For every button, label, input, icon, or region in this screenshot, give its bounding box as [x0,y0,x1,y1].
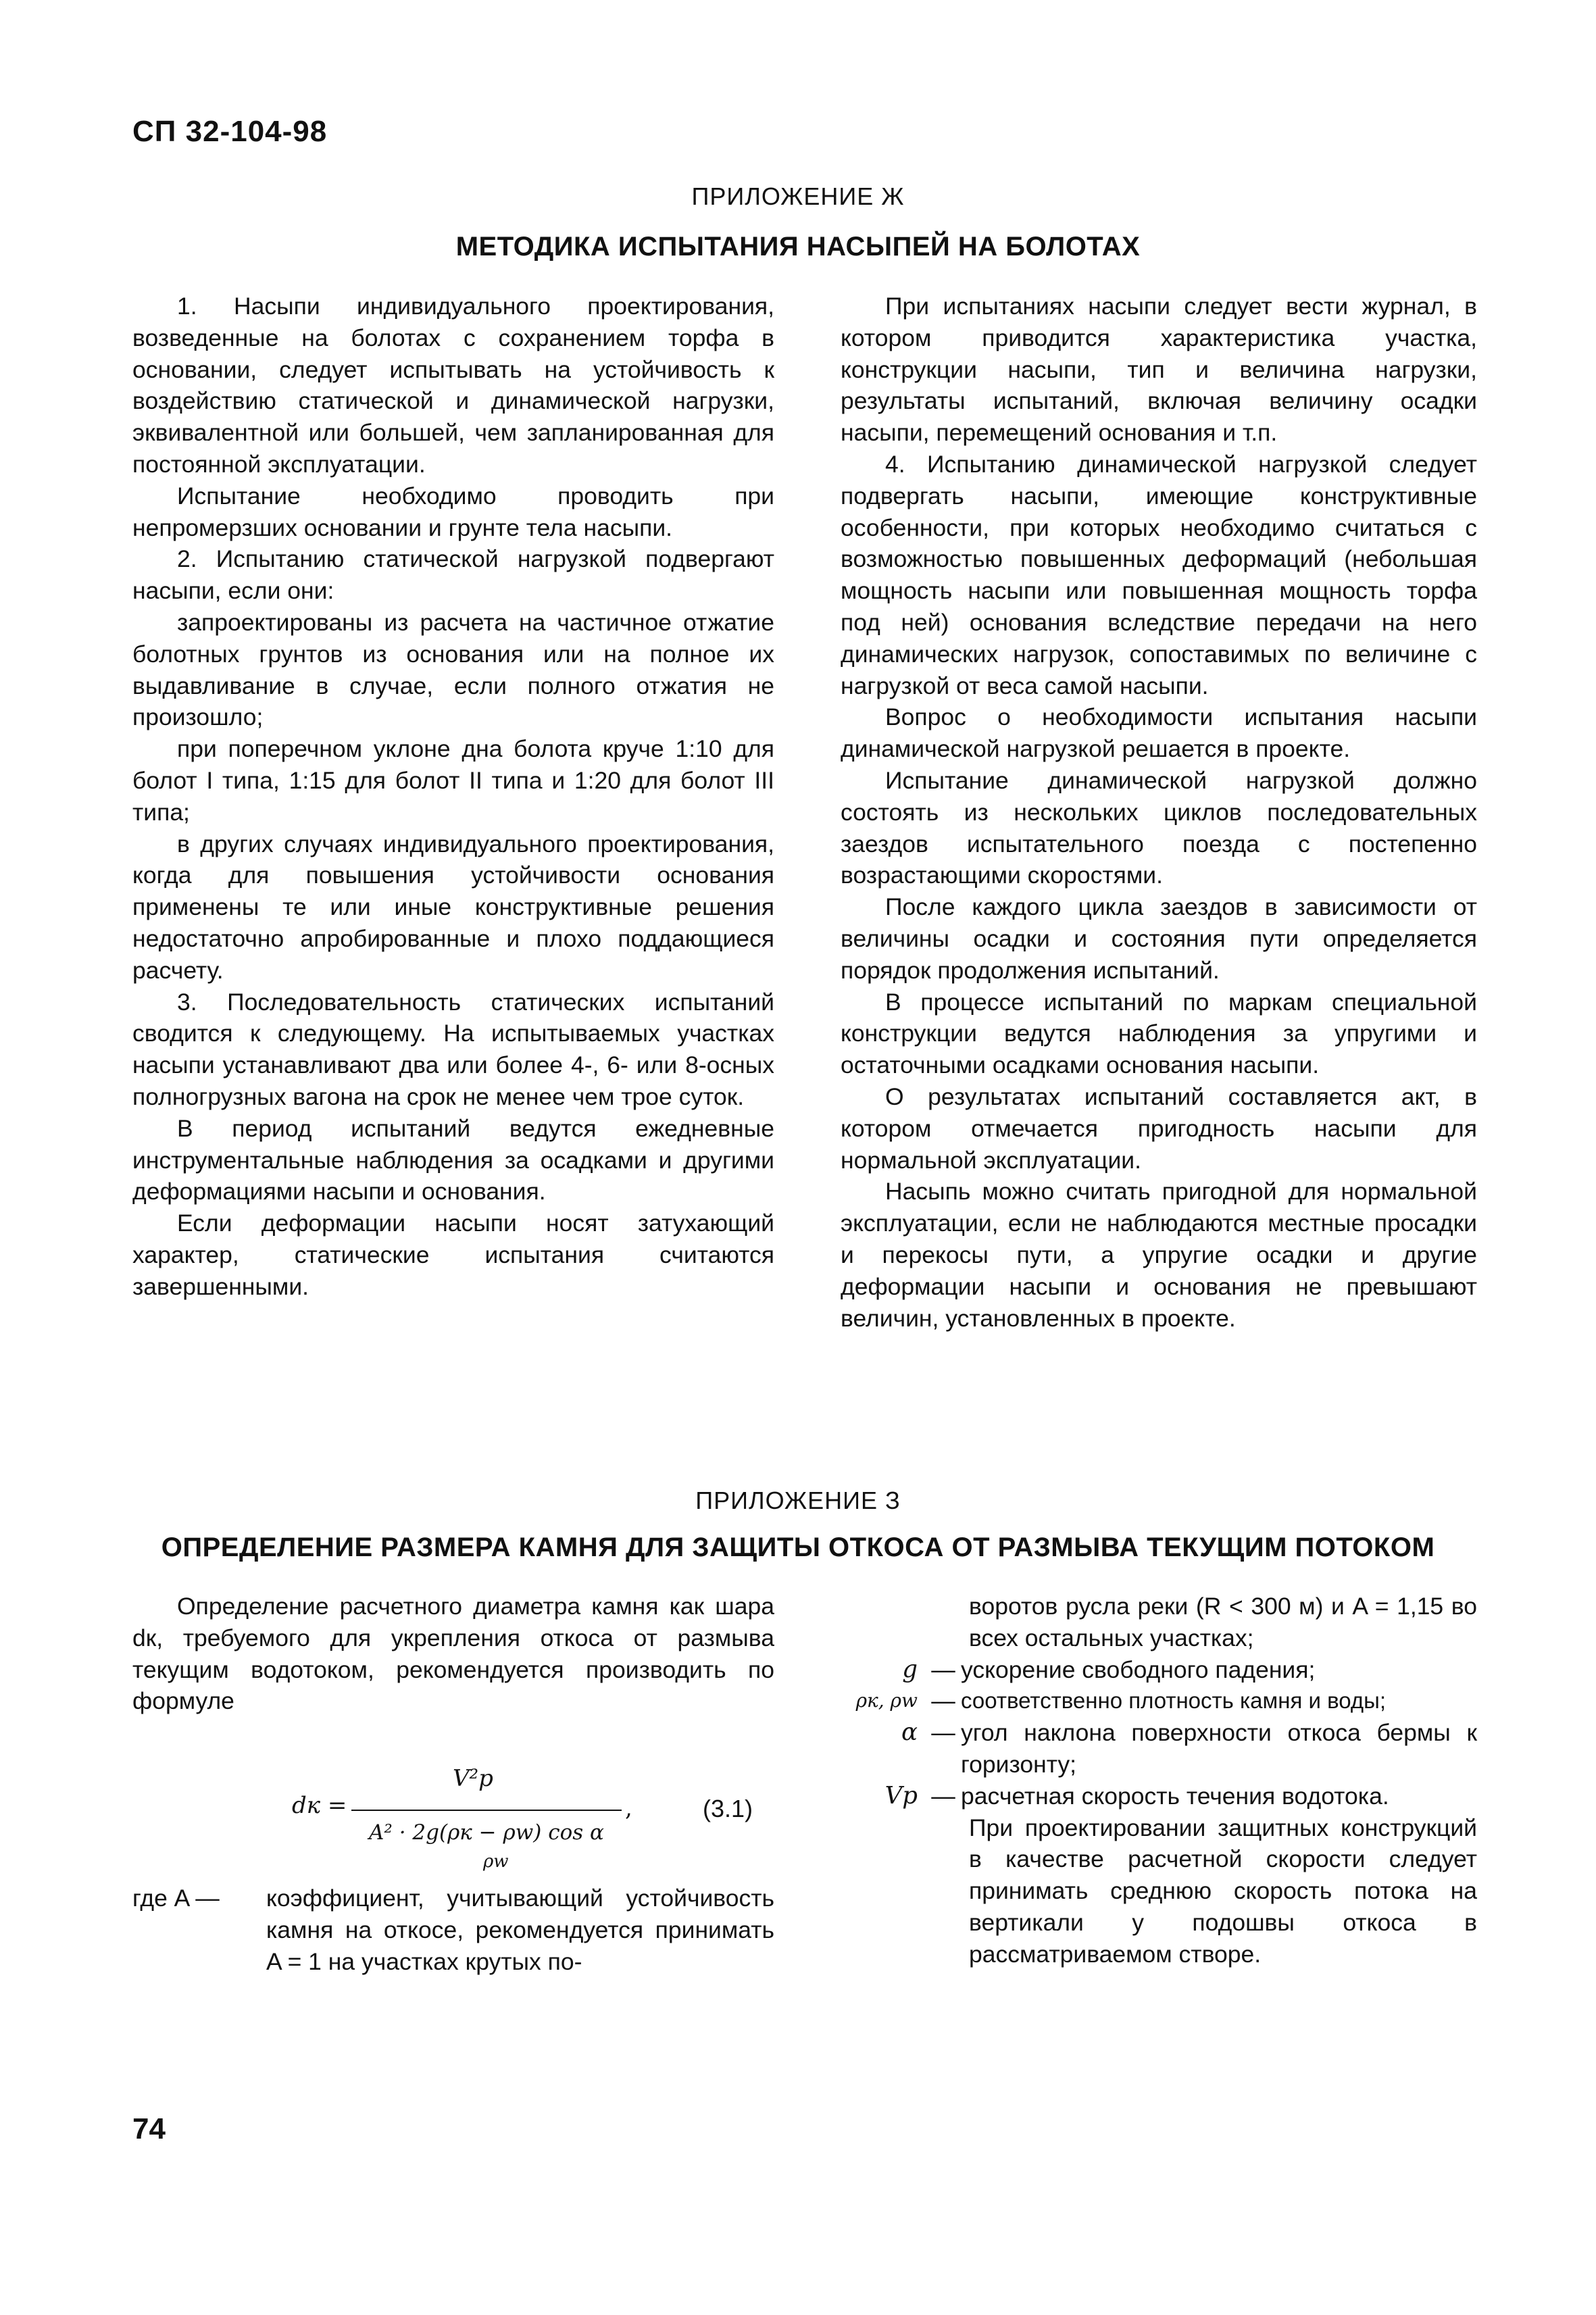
formula-denominator: A² · 2g(ρк − ρw) cos α [369,1820,604,1845]
definition-dash: — [931,1782,955,1810]
paragraph: при поперечном уклоне дна болота круче 1:10 для болот I типа, 1:15 для болот II типа и 1:20 для болот III типа; [132,735,774,826]
definition-dash: — [931,1687,955,1715]
paragraph: Испытание динамической нагрузкой должно состоять из нескольких циклов последовательных заездов испытательного поезда с постепенно возрастающими скоростями. [841,766,1477,889]
paragraph: При испытаниях насыпи следует вести журнал, в котором приводится характеристика участка, конструкции насыпи, тип и величина нагрузки, результаты испытаний, включая величину осадки насыпи, перемещений основания и т.п. [841,293,1477,447]
paragraph: Насыпь можно считать пригодной для нормальной эксплуатации, если не наблюдаются местные просадки и перекосы пути, а упругие осадки и другие деформации насыпи и основания не превышают величин, установленных в проекте. [841,1178,1477,1332]
document-code: СП 32-104-98 [132,115,328,148]
appendix-zh-label: ПРИЛОЖЕНИЕ Ж [691,182,905,210]
definition-row [851,1654,1477,1686]
definition-text: соответственно плотность камня и воды; [961,1688,1387,1714]
intro-paragraph: Определение расчетного диаметра камня как шара dк, требуемого для укрепления откоса от размыва текущим водотоком, рекомендуется производить по формуле [132,1593,774,1715]
where-continuation: воротов русла реки (R < 300 м) и A = 1,15 во всех остальных участках; [969,1593,1477,1651]
where-text: коэффициент, учитывающий устойчивость камня на откосе, рекомендуется принимать A = 1 на участках крутых по- [266,1885,774,1975]
definition-dash: — [931,1719,955,1747]
where-lead: где A — [132,1885,220,1912]
definition-symbol: Vp [884,1781,918,1810]
paragraph: В процессе испытаний по маркам специальной конструкции ведутся наблюдения за упругими и остаточными осадками основания насыпи. [841,988,1477,1079]
definition-symbol: α [901,1718,918,1747]
definition-row [851,1685,1477,1717]
paragraph: О результатах испытаний составляется акт, в котором отмечается пригодность насыпи для нормальной эксплуатации. [841,1082,1477,1174]
paragraph: Если деформации насыпи носят затухающий характер, статические испытания считаются завершенными. [132,1210,774,1300]
definition-symbol: g [902,1655,918,1683]
appendix-zh-left-column [132,291,774,1303]
appendix-zh-title: МЕТОДИКА ИСПЫТАНИЯ НАСЫПЕЙ НА БОЛОТАХ [455,232,1141,262]
where-clause [132,1883,774,1977]
formula-3-1 [284,1757,770,1845]
formula-numerator: V²p [453,1765,493,1792]
definition-row [851,1717,1477,1781]
formula-lhs: dк = [292,1792,347,1819]
paragraph: 1. Насыпи индивидуального проектирования, возведенные на болотах с сохранением торфа в основании, следует испытывать на устойчивость к воздействию статической и динамической нагрузки, эквивалентной или большей, чем запланированная для постоянной эксплуатации. [132,293,774,478]
formula-number: (3.1) [703,1795,753,1822]
definition-row [851,1781,1477,1812]
paragraph: После каждого цикла заездов в зависимости от величины осадки и состояния пути определяется порядок продолжения испытаний. [841,893,1477,984]
paragraph: 2. Испытанию статической нагрузкой подвергают насыпи, если они: [132,545,774,605]
paragraph: в других случаях индивидуального проектирования, когда для повышения устойчивости основания применены те или иные конструктивные решения недостаточно апробированные и плохо поддающиеся расчету. [132,830,774,984]
vp-note: При проектировании защитных конструкций в качестве расчетной скорости следует принимать среднюю скорость потока на вертикали у подошвы откоса в рассматриваемом створе. [969,1814,1477,1968]
appendix-z-label: ПРИЛОЖЕНИЕ З [695,1487,901,1514]
paragraph: В период испытаний ведутся ежедневные инструментальные наблюдения за осадками и другими деформациями насыпи и основания. [132,1114,774,1205]
page-number: 74 [132,2112,166,2145]
appendix-z-intro [132,1591,774,1717]
formula-denominator-subscript: ρw [483,1851,509,1872]
formula-comma: , [625,1795,632,1822]
paragraph: Вопрос о необходимости испытания насыпи динамической нагрузкой решается в проекте. [841,703,1477,763]
paragraph: 4. Испытанию динамической нагрузкой следует подвергать насыпи, имеющие конструктивные особенности, при которых необходимо считаться с возможностью повышенных деформаций (небольшая мощность насыпи или повышенная мощность торфа под ней) основания вследствие передачи на него динамических нагрузок, сопоставимых по величине с нагрузкой от веса самой насыпи. [841,450,1477,699]
definition-text: угол наклона поверхности откоса бермы к горизонту; [961,1719,1477,1778]
definition-dash: — [931,1656,955,1683]
paragraph: 3. Последовательность статических испытаний сводится к следующему. На испытываемых участках насыпи устанавливают два или более 4-, 6- или 8-осных полногрузных вагона на срок не менее чем трое суток. [132,988,774,1110]
appendix-zh-right-column [841,291,1477,1334]
appendix-z-title: ОПРЕДЕЛЕНИЕ РАЗМЕРА КАМНЯ ДЛЯ ЗАЩИТЫ ОТКОСА ОТ РАЗМЫВА ТЕКУЩИМ ПОТОКОМ [161,1533,1435,1562]
fraction-line [351,1810,622,1811]
definitions-list [851,1591,1477,1970]
definition-text: ускорение свободного падения; [961,1656,1316,1683]
paragraph: запроектированы из расчета на частичное отжатие болотных грунтов из основания или на полное их выдавливание в случае, если полного отжатия не произошло; [132,608,774,731]
paragraph: Испытание необходимо проводить при непромерзших основании и грунте тела насыпи. [132,482,774,541]
definition-text: расчетная скорость течения водотока. [961,1782,1389,1810]
definition-symbol: ρк, ρw [855,1689,918,1712]
